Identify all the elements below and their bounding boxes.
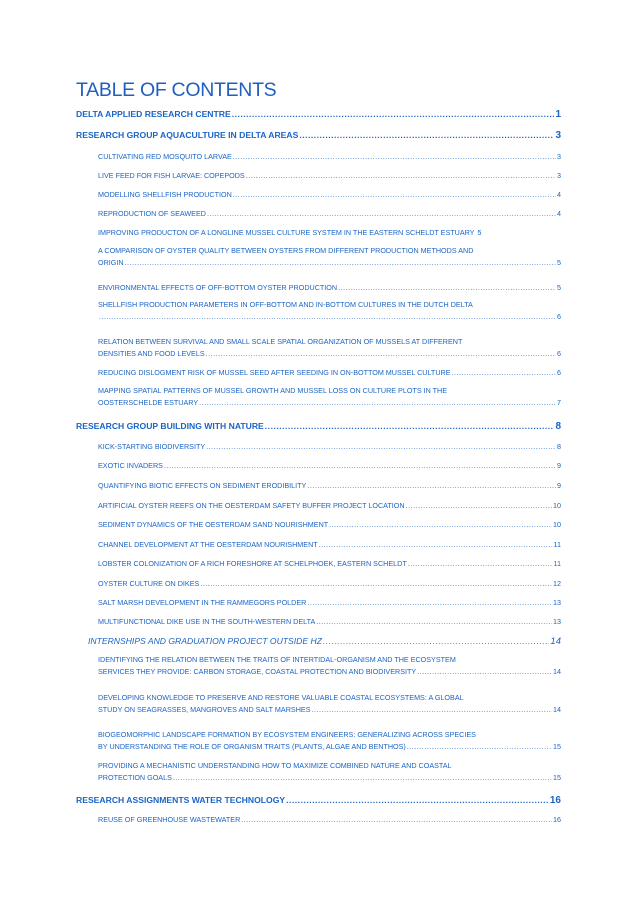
toc-entry-text: INTERNSHIPS AND GRADUATION PROJECT OUTSIDE HZ [88, 636, 322, 646]
toc-title: TABLE OF CONTENTS [76, 79, 277, 101]
toc-entry-text-continued: OOSTERSCHELDE ESTUARY [98, 398, 199, 407]
toc-leader-dots [164, 461, 556, 470]
toc-page-number: 3 [557, 171, 561, 180]
toc-entry-biodiversity[interactable] [98, 442, 561, 451]
toc-entry-oyster-quality[interactable] [98, 245, 561, 269]
toc-entry-oyster-dikes[interactable] [98, 579, 561, 588]
toc-page-number: 14 [550, 636, 561, 647]
toc-entry-seaweed[interactable] [98, 209, 561, 218]
toc-entry-text: ARTIFICIAL OYSTER REEFS ON THE OESTERDAM SAFETY BUFFER PROJECT LOCATION [98, 501, 405, 510]
toc-leader-dots [417, 666, 552, 678]
toc-page-number: 8 [557, 442, 561, 451]
toc-page-number: 11 [553, 540, 561, 549]
toc-page-number: 14 [553, 705, 561, 714]
toc-page-number: 6 [557, 312, 561, 321]
toc-entry-water-technology[interactable] [76, 795, 561, 806]
toc-entry-off-bottom-oyster[interactable] [98, 283, 561, 292]
toc-leader-dots [207, 209, 556, 218]
toc-page-number: 3 [557, 152, 561, 161]
toc-leader-dots [286, 795, 549, 805]
toc-leader-dots [99, 311, 556, 323]
toc-entry-mussel-growth[interactable] [98, 385, 561, 409]
toc-entry-intertidal-traits[interactable] [98, 654, 561, 678]
toc-leader-dots [233, 190, 556, 199]
toc-entry-text: CULTIVATING RED MOSQUITO LARVAE [98, 152, 232, 161]
toc-entry-shellfish-parameters[interactable] [98, 299, 561, 323]
toc-leader-dots [311, 704, 552, 716]
toc-leader-dots [299, 130, 554, 140]
toc-entry-text: DELTA APPLIED RESEARCH CENTRE [76, 109, 231, 119]
toc-page-number: 6 [557, 349, 561, 358]
toc-leader-dots [241, 815, 552, 824]
toc-entry-text: EXOTIC INVADERS [98, 461, 163, 470]
toc-entry-text-continued: SERVICES THEY PROVIDE: CARBON STORAGE, COASTAL PROTECTION AND BIODIVERSITY [98, 667, 417, 676]
toc-page-number: 10 [553, 520, 561, 529]
toc-page-number: 10 [553, 501, 561, 510]
toc-entry-text: IMPROVING PRODUCTON OF A LONGLINE MUSSEL CULTURE SYSTEM IN THE EASTERN SCHELDT ESTUARY [98, 228, 475, 237]
toc-leader-dots [265, 421, 555, 431]
toc-page-number: 1 [555, 109, 561, 120]
toc-entry-greenhouse-wastewater[interactable] [98, 815, 561, 824]
toc-entry-internships[interactable] [88, 636, 561, 647]
toc-leader-dots [233, 152, 556, 161]
toc-entry-text: MODELLING SHELLFISH PRODUCTION [98, 190, 232, 199]
toc-entry-mussel-survival[interactable] [98, 336, 561, 360]
toc-entry-text: PROVIDING A MECHANISTIC UNDERSTANDING HOW TO MAXIMIZE COMBINED NATURE AND COASTAL [98, 761, 452, 770]
toc-leader-dots [125, 257, 556, 269]
toc-entry-delta-applied-research-centre[interactable] [76, 109, 561, 120]
toc-page-number: 11 [553, 559, 561, 568]
toc-entry-text: RESEARCH GROUP BUILDING WITH NATURE [76, 421, 264, 431]
toc-entry-text: A COMPARISON OF OYSTER QUALITY BETWEEN OYSTERS FROM DIFFERENT PRODUCTION METHODS AND [98, 246, 474, 255]
toc-entry-text: CHANNEL DEVELOPMENT AT THE OESTERDAM NOURISHMENT [98, 540, 318, 549]
toc-entry-red-mosquito-larvae[interactable] [98, 152, 561, 161]
toc-leader-dots [407, 741, 552, 753]
toc-page-number: 16 [553, 815, 561, 824]
toc-entry-text-continued: STUDY ON SEAGRASSES, MANGROVES AND SALT MARSHES [98, 705, 311, 714]
toc-leader-dots [232, 109, 555, 119]
toc-entry-modelling-shellfish[interactable] [98, 190, 561, 199]
toc-entry-text: REUSE OF GREENHOUSE WASTEWATER [98, 815, 241, 824]
toc-entry-text: SEDIMENT DYNAMICS OF THE OESTERDAM SAND NOURISHMENT [98, 520, 329, 529]
toc-entry-text: MAPPING SPATIAL PATTERNS OF MUSSEL GROWTH AND MUSSEL LOSS ON CULTURE PLOTS IN THE [98, 386, 448, 395]
toc-page-number: 13 [553, 598, 561, 607]
toc-entry-text: REDUCING DISLOGMENT RISK OF MUSSEL SEED AFTER SEEDING IN ON-BOTTOM MUSSEL CULTURE [98, 368, 451, 377]
toc-leader-dots [319, 540, 553, 549]
toc-entry-coastal-ecosystems[interactable] [98, 692, 561, 716]
toc-page-number: 5 [557, 283, 561, 292]
toc-leader-dots [452, 368, 556, 377]
toc-page-number: 9 [557, 481, 561, 490]
toc-entry-salt-marsh[interactable] [98, 598, 561, 607]
toc-page-number: 5 [477, 228, 482, 237]
toc-entry-building-with-nature[interactable] [76, 421, 561, 432]
toc-entry-text: OYSTER CULTURE ON DIKES [98, 579, 200, 588]
toc-entry-sand-nourishment[interactable] [98, 520, 561, 529]
toc-entry-text-continued: DENSITIES AND FOOD LEVELS [98, 349, 205, 358]
toc-page-number: 5 [557, 258, 561, 267]
toc-leader-dots [307, 481, 556, 490]
toc-entry-channel-development[interactable] [98, 540, 561, 549]
toc-leader-dots [338, 283, 556, 292]
toc-entry-text: LIVE FEED FOR FISH LARVAE: COPEPODS [98, 171, 245, 180]
toc-entry-biogeomorphic[interactable] [98, 729, 561, 753]
toc-leader-dots [206, 442, 556, 451]
toc-entry-text-continued: ORIGIN [98, 258, 124, 267]
toc-entry-text: IDENTIFYING THE RELATION BETWEEN THE TRAITS OF INTERTIDAL-ORGANISM AND THE ECOSYSTEM [98, 655, 456, 664]
toc-leader-dots [206, 348, 556, 360]
toc-entry-text: ENVIRONMENTAL EFFECTS OF OFF-BOTTOM OYSTER PRODUCTION [98, 283, 338, 292]
toc-page-number: 9 [557, 461, 561, 470]
toc-entry-exotic-invaders[interactable] [98, 461, 561, 470]
toc-entry-lobster-colonization[interactable] [98, 559, 561, 568]
toc-entry-oyster-reefs[interactable] [98, 501, 561, 510]
toc-entry-multifunctional-dike[interactable] [98, 617, 561, 626]
toc-leader-dots [200, 579, 552, 588]
toc-entry-text: REPRODUCTION OF SEAWEED [98, 209, 206, 218]
toc-entry-text: DEVELOPING KNOWLEDGE TO PRESERVE AND RESTORE VALUABLE COASTAL ECOSYSTEMS: A GLOBAL [98, 693, 464, 702]
toc-leader-dots [199, 397, 556, 409]
toc-entry-text: LOBSTER COLONIZATION OF A RICH FORESHORE AT SCHELPHOEK, EASTERN SCHELDT [98, 559, 407, 568]
toc-page-number: 3 [555, 130, 561, 141]
toc-page-number: 14 [553, 667, 561, 676]
toc-leader-dots [316, 617, 552, 626]
toc-page-number: 4 [557, 190, 561, 199]
toc-entry-text: SHELLFISH PRODUCTION PARAMETERS IN OFF-BOTTOM AND IN-BOTTOM CULTURES IN THE DUTCH DELTA [98, 300, 473, 309]
toc-entry-text: RESEARCH GROUP AQUACULTURE IN DELTA AREAS [76, 130, 299, 140]
toc-page-number: 6 [557, 368, 561, 377]
toc-entry-longline-mussel[interactable] [98, 228, 561, 237]
toc-entry-copepods[interactable] [98, 171, 561, 180]
toc-entry-mussel-seed[interactable] [98, 368, 561, 377]
toc-entry-sediment-erodibility[interactable] [98, 481, 561, 490]
toc-leader-dots [329, 520, 552, 529]
toc-leader-dots [323, 636, 549, 646]
toc-page-number: 7 [557, 398, 561, 407]
toc-page-number: 12 [553, 579, 561, 588]
toc-page-number: 13 [553, 617, 561, 626]
toc-page-number: 15 [553, 742, 561, 751]
toc-leader-dots [173, 772, 552, 784]
toc-entry-text: KICK-STARTING BIODIVERSITY [98, 442, 206, 451]
toc-entry-aquaculture[interactable] [76, 130, 561, 141]
toc-leader-dots [406, 501, 552, 510]
toc-entry-text: BIOGEOMORPHIC LANDSCAPE FORMATION BY ECOSYSTEM ENGINEERS: GENERALIZING ACROSS SPECIES [98, 730, 476, 739]
toc-page-number: 16 [549, 795, 561, 806]
toc-leader-dots [408, 559, 553, 568]
toc-page-number: 4 [557, 209, 561, 218]
toc-page-number: 8 [555, 421, 561, 432]
toc-entry-text: QUANTIFYING BIOTIC EFFECTS ON SEDIMENT ERODIBILITY [98, 481, 307, 490]
toc-entry-text: MULTIFUNCTIONAL DIKE USE IN THE SOUTH-WESTERN DELTA [98, 617, 316, 626]
toc-leader-dots [246, 171, 556, 180]
toc-entry-mechanistic-understanding[interactable] [98, 760, 561, 784]
toc-entry-text: RESEARCH ASSIGNMENTS WATER TECHNOLOGY [76, 795, 286, 805]
toc-page-number: 15 [553, 773, 561, 782]
toc-leader-dots [307, 598, 552, 607]
toc-entry-text: RELATION BETWEEN SURVIVAL AND SMALL SCALE SPATIAL ORGANIZATION OF MUSSELS AT DIFFERENT [98, 337, 463, 346]
toc-entry-text: SALT MARSH DEVELOPMENT IN THE RAMMEGORS POLDER [98, 598, 307, 607]
toc-entry-text-continued: PROTECTION GOALS [98, 773, 172, 782]
toc-entry-text-continued: BY UNDERSTANDING THE ROLE OF ORGANISM TRAITS (PLANTS, ALGAE AND BENTHOS) [98, 742, 406, 751]
